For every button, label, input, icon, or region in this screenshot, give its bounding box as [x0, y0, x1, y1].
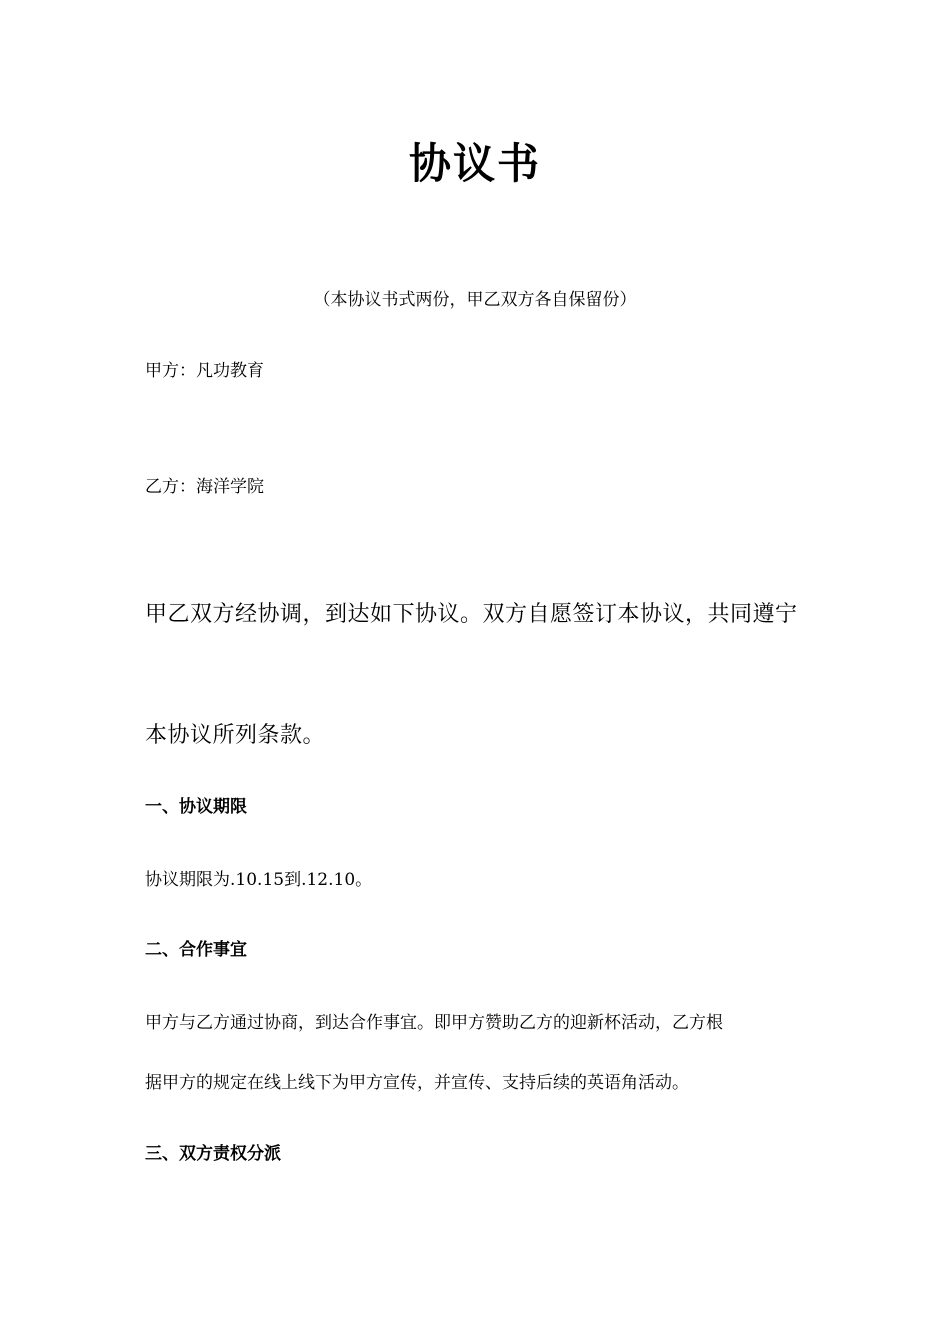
party-a: 甲方：凡功教育 — [145, 361, 264, 381]
section-heading-term: 一、协议期限 — [145, 797, 247, 817]
section-heading-responsibilities: 三、双方责权分派 — [145, 1144, 281, 1164]
document-title: 协议书 — [408, 139, 541, 188]
intro-paragraph-line-2: 本协议所列条款。 — [145, 723, 326, 748]
party-b: 乙方：海洋学院 — [145, 477, 264, 497]
copies-note: （本协议书式两份，甲乙双方各自保留份） — [313, 290, 637, 310]
section-text-term: 协议期限为.10.15到.12.10。 — [145, 870, 373, 890]
intro-paragraph-line-1: 甲乙双方经协调，到达如下协议。双方自愿签订本协议，共同遵宁 — [145, 602, 798, 627]
section-text-cooperation-line-1: 甲方与乙方通过协商，到达合作事宜。即甲方赞助乙方的迎新杯活动，乙方根 — [145, 1013, 723, 1033]
section-heading-cooperation: 二、合作事宜 — [145, 940, 247, 960]
section-text-cooperation-line-2: 据甲方的规定在线上线下为甲方宣传，并宣传、支持后续的英语角活动。 — [145, 1073, 689, 1093]
